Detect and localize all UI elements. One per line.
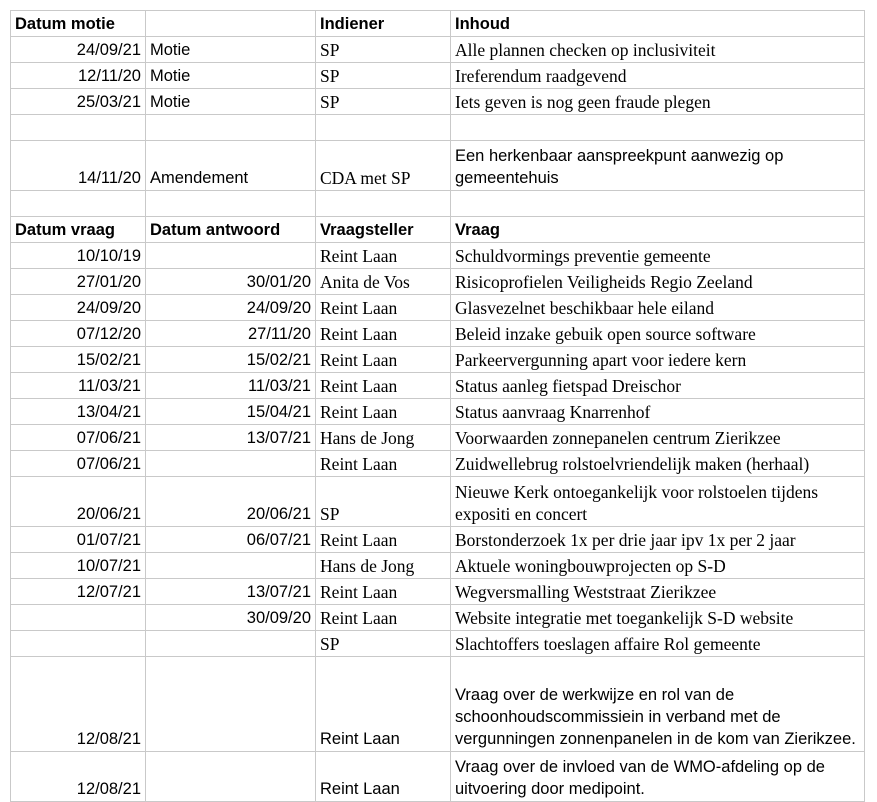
cell-datum-antwoord[interactable] xyxy=(146,451,316,477)
cell-inhoud[interactable]: Alle plannen checken op inclusiviteit xyxy=(451,37,865,63)
vragen-body xyxy=(11,243,865,802)
cell-datum-antwoord[interactable]: 11/03/21 xyxy=(146,373,316,399)
cell-vraagsteller[interactable]: Reint Laan xyxy=(316,295,451,321)
cell-datum-vraag[interactable]: 07/12/20 xyxy=(11,321,146,347)
vraag-row xyxy=(11,347,865,373)
spreadsheet-table xyxy=(10,10,865,802)
cell-datum-vraag[interactable]: 10/07/21 xyxy=(11,553,146,579)
vraag-row xyxy=(11,605,865,631)
cell-datum-antwoord[interactable]: 24/09/20 xyxy=(146,295,316,321)
cell-type[interactable]: Amendement xyxy=(146,141,316,191)
cell-datum-antwoord[interactable] xyxy=(146,752,316,802)
cell-vraag[interactable]: Beleid inzake gebuik open source software xyxy=(451,321,865,347)
cell-type[interactable]: Motie xyxy=(146,89,316,115)
cell-vraagsteller[interactable]: Reint Laan xyxy=(316,243,451,269)
cell-datum-antwoord[interactable]: 15/04/21 xyxy=(146,399,316,425)
cell-datum-antwoord[interactable]: 30/01/20 xyxy=(146,269,316,295)
cell-vraag[interactable]: Vraag over de invloed van de WMO-afdeling op de uitvoering door medipoint. xyxy=(451,752,865,802)
vraag-row xyxy=(11,657,865,752)
cell-vraag[interactable]: Status aanvraag Knarrenhof xyxy=(451,399,865,425)
cell-vraag[interactable]: Parkeervergunning apart voor iedere kern xyxy=(451,347,865,373)
cell-vraag[interactable]: Slachtoffers toeslagen affaire Rol gemeente xyxy=(451,631,865,657)
cell-datum-vraag[interactable] xyxy=(11,631,146,657)
cell-vraag[interactable]: Voorwaarden zonnepanelen centrum Zierikzee xyxy=(451,425,865,451)
cell-vraag[interactable]: Vraag over de werkwijze en rol van de schoonhoudscommissiein in verband met de vergunningen zonnenpanelen in de kom van Zierikzee. xyxy=(451,657,865,752)
empty-cell[interactable] xyxy=(11,115,146,141)
cell-vraagsteller[interactable]: Hans de Jong xyxy=(316,425,451,451)
cell-indiener[interactable]: SP xyxy=(316,89,451,115)
cell-datum-antwoord[interactable] xyxy=(146,243,316,269)
vraag-row xyxy=(11,243,865,269)
cell-datum-vraag[interactable]: 12/08/21 xyxy=(11,657,146,752)
cell-datum-vraag[interactable]: 24/09/20 xyxy=(11,295,146,321)
cell-datum-vraag[interactable]: 12/08/21 xyxy=(11,752,146,802)
cell-vraag[interactable]: Aktuele woningbouwprojecten op S-D xyxy=(451,553,865,579)
empty-cell[interactable] xyxy=(451,115,865,141)
cell-vraagsteller[interactable]: Reint Laan xyxy=(316,579,451,605)
header-indiener[interactable]: Indiener xyxy=(316,11,451,37)
empty-cell[interactable] xyxy=(146,191,316,217)
cell-datum-vraag[interactable] xyxy=(11,605,146,631)
cell-inhoud[interactable]: Ireferendum raadgevend xyxy=(451,63,865,89)
cell-vraag[interactable]: Nieuwe Kerk ontoegankelijk voor rolstoelen tijdens expositi en concert xyxy=(451,477,865,527)
cell-vraag[interactable]: Risicoprofielen Veiligheids Regio Zeeland xyxy=(451,269,865,295)
cell-datum-vraag[interactable]: 15/02/21 xyxy=(11,347,146,373)
cell-vraagsteller[interactable]: Reint Laan xyxy=(316,752,451,802)
cell-datum-vraag[interactable]: 27/01/20 xyxy=(11,269,146,295)
cell-datum-vraag[interactable]: 13/04/21 xyxy=(11,399,146,425)
cell-vraagsteller[interactable]: Reint Laan xyxy=(316,605,451,631)
vraag-header-row xyxy=(11,217,865,243)
vraag-row xyxy=(11,269,865,295)
cell-datum-antwoord[interactable]: 27/11/20 xyxy=(146,321,316,347)
cell-datum-vraag[interactable]: 01/07/21 xyxy=(11,527,146,553)
header-type[interactable] xyxy=(146,11,316,37)
header-inhoud[interactable]: Inhoud xyxy=(451,11,865,37)
cell-vraag[interactable]: Status aanleg fietspad Dreischor xyxy=(451,373,865,399)
cell-indiener[interactable]: SP xyxy=(316,37,451,63)
header-vraag[interactable]: Vraag xyxy=(451,217,865,243)
empty-row xyxy=(11,115,865,141)
motie-row xyxy=(11,37,865,63)
cell-datum-antwoord[interactable]: 13/07/21 xyxy=(146,579,316,605)
cell-datum-antwoord[interactable]: 06/07/21 xyxy=(146,527,316,553)
cell-vraagsteller[interactable]: Reint Laan xyxy=(316,657,451,752)
cell-vraagsteller[interactable]: Reint Laan xyxy=(316,347,451,373)
cell-datum-vraag[interactable]: 11/03/21 xyxy=(11,373,146,399)
cell-datum-antwoord[interactable] xyxy=(146,631,316,657)
cell-vraagsteller[interactable]: Hans de Jong xyxy=(316,553,451,579)
cell-type[interactable]: Motie xyxy=(146,63,316,89)
header-datum-antwoord[interactable]: Datum antwoord xyxy=(146,217,316,243)
cell-vraag[interactable]: Wegversmalling Weststraat Zierikzee xyxy=(451,579,865,605)
amendement-row xyxy=(11,141,865,191)
vraag-row xyxy=(11,631,865,657)
cell-datum-antwoord[interactable] xyxy=(146,657,316,752)
cell-vraagsteller[interactable]: SP xyxy=(316,631,451,657)
vraag-row xyxy=(11,752,865,802)
cell-datum-vraag[interactable]: 10/10/19 xyxy=(11,243,146,269)
cell-vraag[interactable]: Website integratie met toegankelijk S-D website xyxy=(451,605,865,631)
cell-datum-antwoord[interactable] xyxy=(146,553,316,579)
empty-cell[interactable] xyxy=(11,191,146,217)
empty-row xyxy=(11,191,865,217)
cell-datum-antwoord[interactable]: 15/02/21 xyxy=(146,347,316,373)
cell-type[interactable]: Motie xyxy=(146,37,316,63)
cell-vraagsteller[interactable]: Reint Laan xyxy=(316,373,451,399)
vraag-row xyxy=(11,477,865,527)
empty-cell[interactable] xyxy=(316,115,451,141)
cell-indiener[interactable]: CDA met SP xyxy=(316,141,451,191)
cell-datum-vraag[interactable]: 07/06/21 xyxy=(11,425,146,451)
cell-vraagsteller[interactable]: Anita de Vos xyxy=(316,269,451,295)
motie-row xyxy=(11,63,865,89)
vraag-row xyxy=(11,553,865,579)
cell-datum[interactable]: 25/03/21 xyxy=(11,89,146,115)
header-datum-motie[interactable]: Datum motie xyxy=(11,11,146,37)
cell-vraagsteller[interactable]: SP xyxy=(316,477,451,527)
vraag-row xyxy=(11,295,865,321)
cell-indiener[interactable]: SP xyxy=(316,63,451,89)
motie-header-row xyxy=(11,11,865,37)
header-vraagsteller[interactable]: Vraagsteller xyxy=(316,217,451,243)
cell-datum[interactable]: 14/11/20 xyxy=(11,141,146,191)
cell-datum-antwoord[interactable]: 30/09/20 xyxy=(146,605,316,631)
vraag-row xyxy=(11,451,865,477)
cell-vraagsteller[interactable]: Reint Laan xyxy=(316,321,451,347)
cell-datum[interactable]: 12/11/20 xyxy=(11,63,146,89)
cell-datum-antwoord[interactable]: 20/06/21 xyxy=(146,477,316,527)
cell-datum-vraag[interactable]: 07/06/21 xyxy=(11,451,146,477)
cell-inhoud[interactable]: Een herkenbaar aanspreekpunt aanwezig op gemeentehuis xyxy=(451,141,865,191)
vraag-row xyxy=(11,425,865,451)
cell-vraagsteller[interactable]: Reint Laan xyxy=(316,527,451,553)
motie-row xyxy=(11,89,865,115)
cell-vraagsteller[interactable]: Reint Laan xyxy=(316,451,451,477)
empty-cell[interactable] xyxy=(451,191,865,217)
cell-vraag[interactable]: Borstonderzoek 1x per drie jaar ipv 1x per 2 jaar xyxy=(451,527,865,553)
vraag-row xyxy=(11,527,865,553)
empty-cell[interactable] xyxy=(146,115,316,141)
cell-vraagsteller[interactable]: Reint Laan xyxy=(316,399,451,425)
cell-vraag[interactable]: Schuldvormings preventie gemeente xyxy=(451,243,865,269)
cell-vraag[interactable]: Zuidwellebrug rolstoelvriendelijk maken (herhaal) xyxy=(451,451,865,477)
cell-vraag[interactable]: Glasvezelnet beschikbaar hele eiland xyxy=(451,295,865,321)
cell-datum-vraag[interactable]: 20/06/21 xyxy=(11,477,146,527)
empty-cell[interactable] xyxy=(316,191,451,217)
vraag-row xyxy=(11,579,865,605)
cell-datum[interactable]: 24/09/21 xyxy=(11,37,146,63)
header-datum-vraag[interactable]: Datum vraag xyxy=(11,217,146,243)
vraag-row xyxy=(11,373,865,399)
vraag-row xyxy=(11,399,865,425)
cell-datum-antwoord[interactable]: 13/07/21 xyxy=(146,425,316,451)
cell-datum-vraag[interactable]: 12/07/21 xyxy=(11,579,146,605)
cell-inhoud[interactable]: Iets geven is nog geen fraude plegen xyxy=(451,89,865,115)
vraag-row xyxy=(11,321,865,347)
